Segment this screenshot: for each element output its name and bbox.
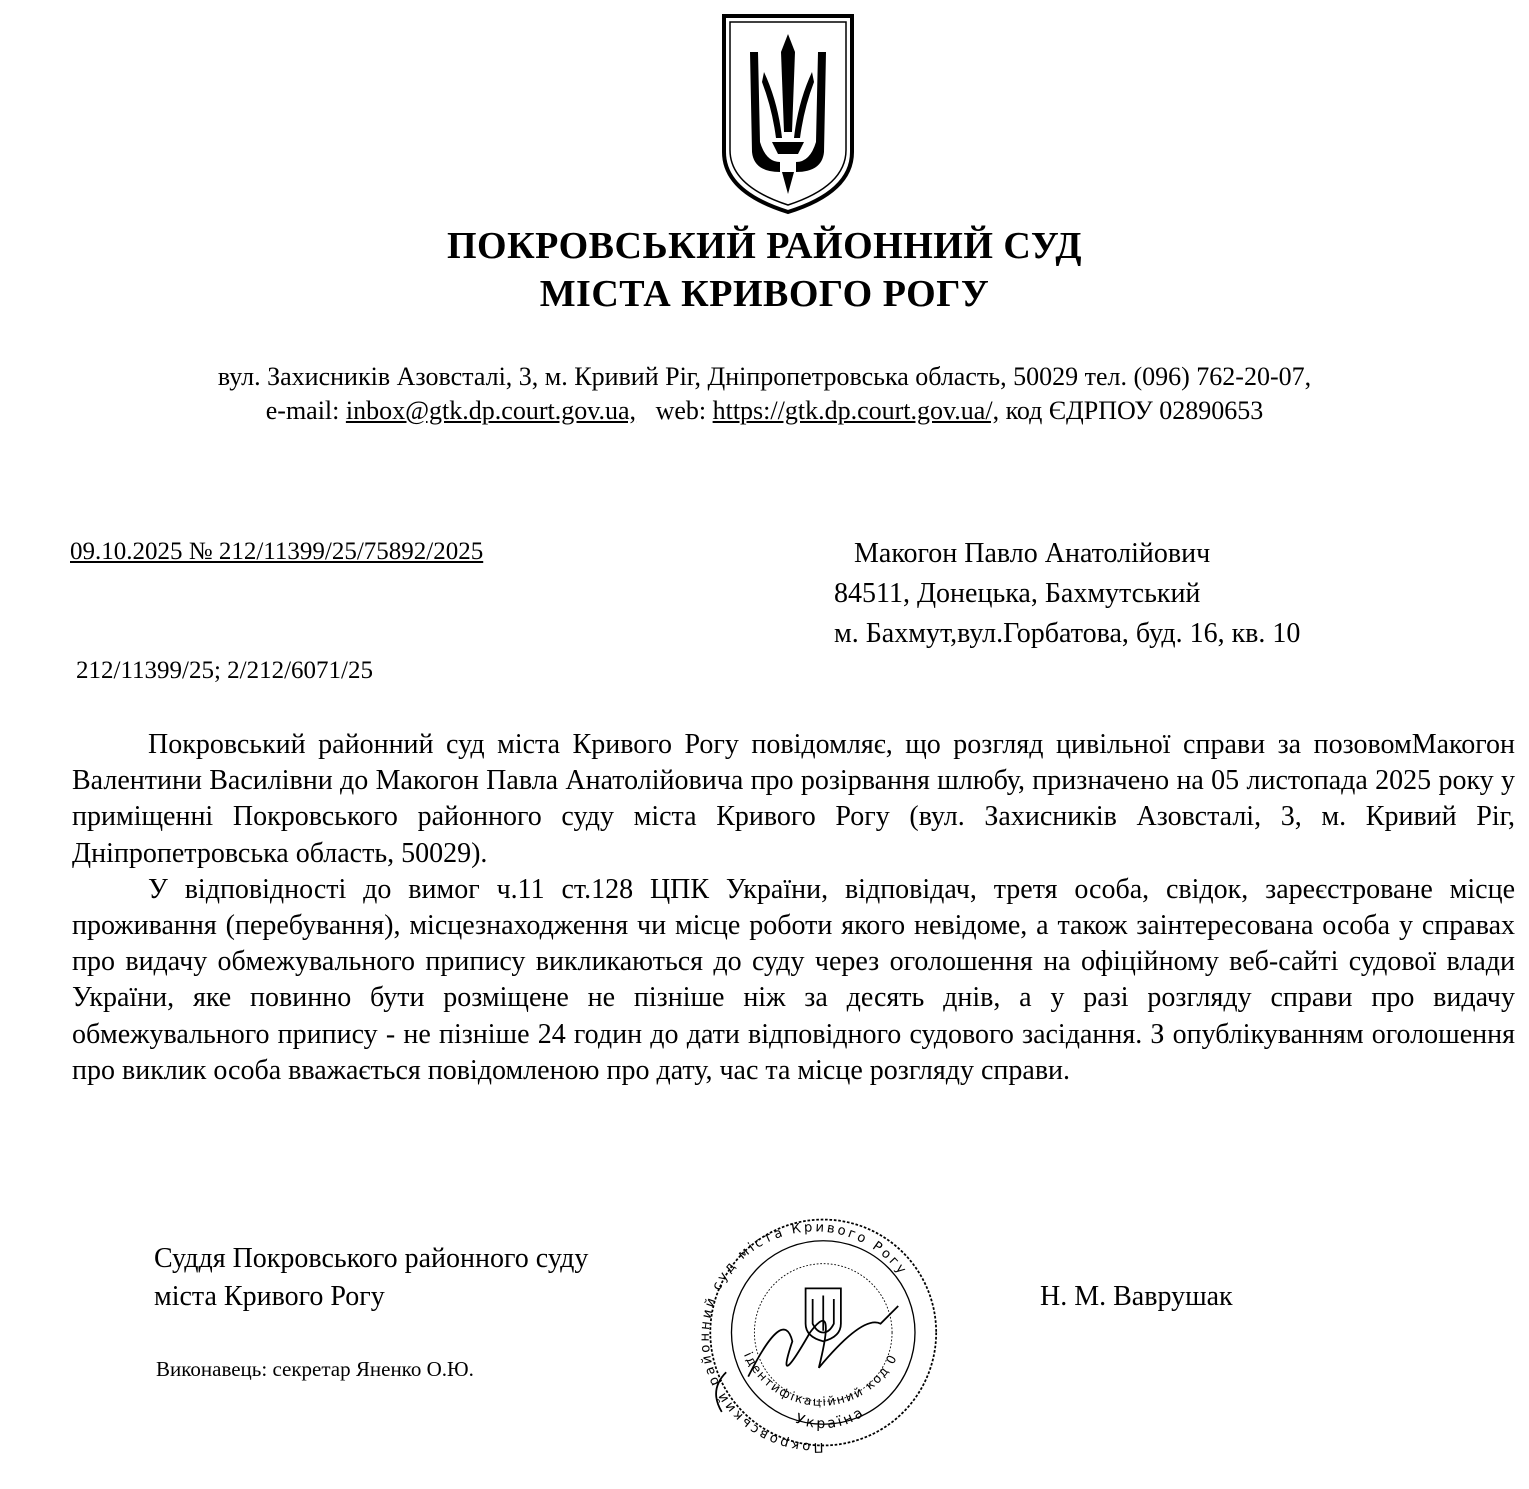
letter-date-number: 09.10.2025 № 212/11399/25/75892/2025 — [70, 538, 484, 565]
judge-position-line2: міста Кривого Рогу — [154, 1281, 385, 1312]
court-address: вул. Захисників Азовсталі, 3, м. Кривий Ріг, Дніпропетровська область, 50029 тел. (096) 762-20-07, — [217, 362, 1312, 391]
seal-country-text: Україна — [793, 1403, 869, 1433]
web-label: web: — [655, 396, 707, 425]
court-seal-stamp — [660, 1200, 960, 1465]
recipient-address-line1: 84511, Донецька, Бахмутський — [834, 578, 1201, 609]
judge-name: Н. М. Ваврушак — [1040, 1281, 1233, 1312]
recipient-block — [834, 534, 1300, 654]
court-name-line1: ПОКРОВСЬКИЙ РАЙОННИЙ СУД — [446, 225, 1083, 267]
judge-position — [154, 1240, 588, 1316]
case-numbers: 212/11399/25; 2/212/6071/25 — [76, 657, 373, 684]
executor-note: Виконавець: секретар Яненко О.Ю. — [156, 1357, 474, 1381]
coat-of-arms-emblem — [720, 12, 856, 216]
letter-body — [72, 727, 1515, 1089]
seal-icon — [660, 1200, 960, 1465]
edrpou-code: код ЄДРПОУ 02890653 — [1005, 396, 1264, 425]
court-name-line2: МІСТА КРИВОГО РОГУ — [539, 273, 990, 315]
seal-code-text: ідентифікаційний код 0 — [741, 1349, 901, 1409]
email-link[interactable]: inbox@gtk.dp.court.gov.ua, — [345, 396, 637, 425]
web-link[interactable]: https://gtk.dp.court.gov.ua/, — [712, 396, 1000, 425]
body-paragraph-2: У відповідності до вимог ч.11 ст.128 ЦПК України, відповідач, третя особа, свідок, зареєстроване місце проживання (перебування), місцезнаходження чи місце роботи якого невідоме, а також заінтересована особа у справах про видачу обмежувального припису викликаються до суду через оголошення на офіційному веб-сайті судової влади України, яке повинно бути розміщене не пізніше ніж за десять днів, а у разі розгляду справи про видачу обмежувального припису - не пізніше 24 годин до дати відповідного судового засідання. З опублікуванням оголошення про виклик особа вважається повідомленою про дату, час та місце розгляду справи. — [72, 873, 1515, 1086]
body-paragraph-1: Покровський районний суд міста Кривого Рогу повідомляє, що розгляд цивільної справи за позовомМакогон Валентини Василівни до Макогон Павла Анатолійовича про розірвання шлюбу, призначено на 05 листопада 2025 року у приміщенні Покровського районного суду міста Кривого Рогу (вул. Захисників Азовсталі, 3, м. Кривий Ріг, Дніпропетровська область, 50029). — [72, 729, 1515, 869]
email-label: e-mail: — [265, 396, 340, 425]
recipient-name: Макогон Павло Анатолійович — [854, 538, 1211, 569]
judge-position-line1: Суддя Покровського районного суду — [154, 1243, 589, 1274]
recipient-address-line2: м. Бахмут,вул.Горбатова, буд. 16, кв. 10 — [834, 618, 1301, 649]
court-contacts — [0, 396, 1529, 426]
seal-outer-text: Покровський районний суд міста Кривого Рогу — [697, 1220, 911, 1455]
trident-icon — [720, 12, 856, 216]
